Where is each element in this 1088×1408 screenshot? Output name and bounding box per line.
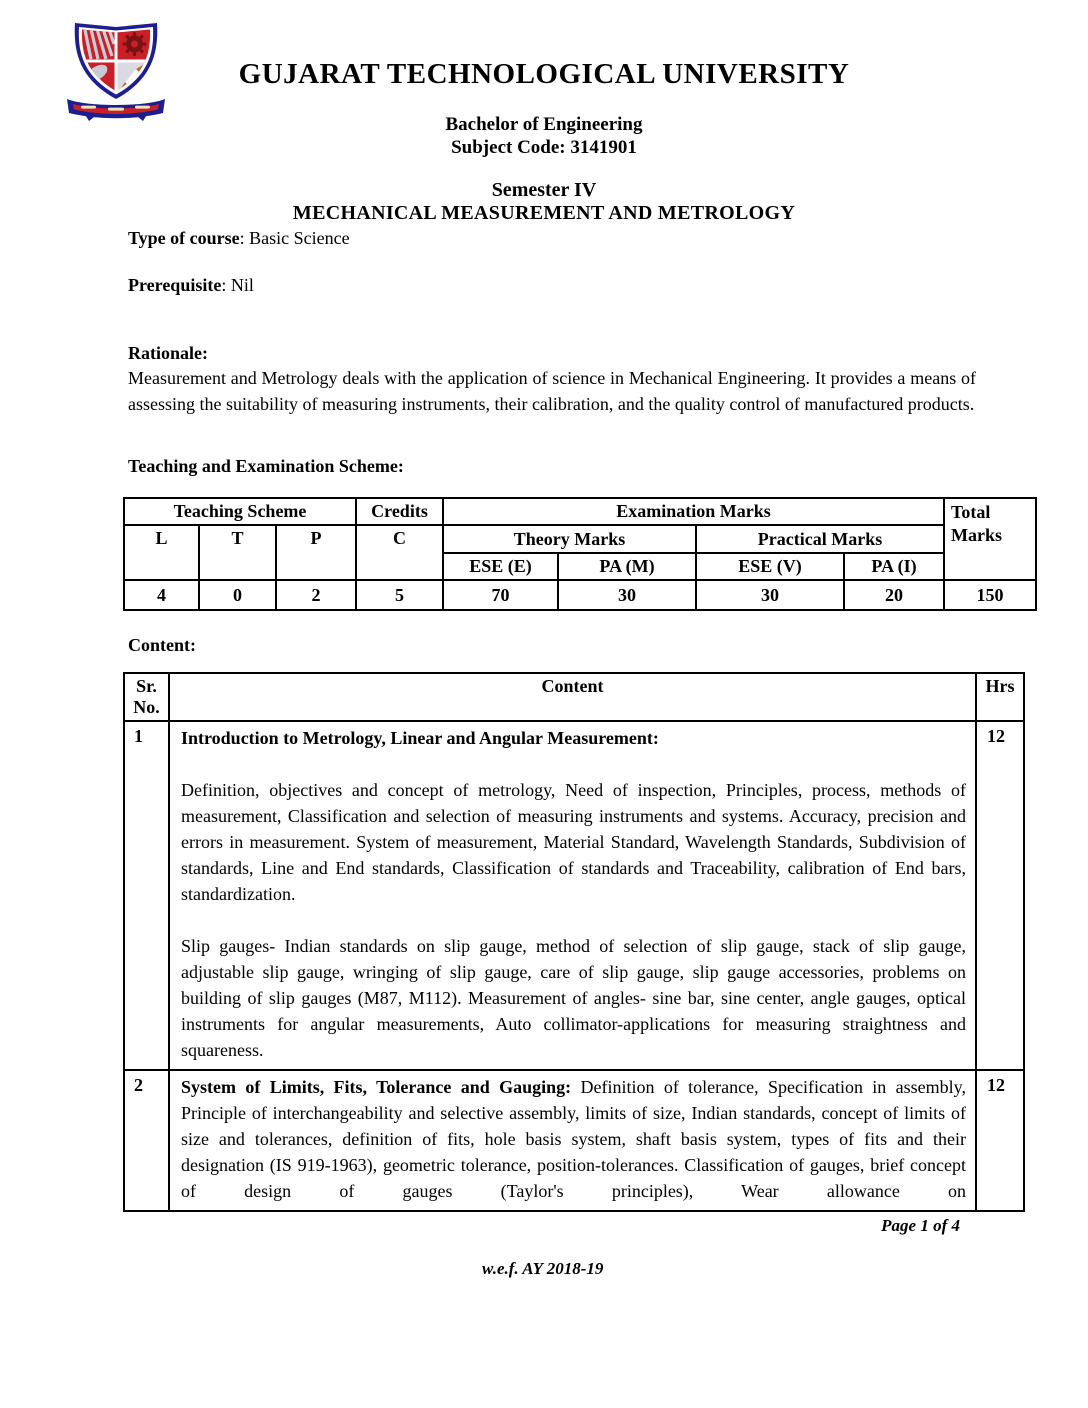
value-pa-m: 30 — [558, 580, 696, 610]
row1-paragraph1: Definition, objectives and concept of metrology, Need of inspection, Principles, process, methods of measurement, Classification and selection of measuring instruments and systems. Accuracy, precision and errors in measurement. System of measurement, Material Standard, Wavelength Standards, Subdivision of standards, Line and End standards, Classification of standards and Traceability, calibration of End bars, standardization. — [181, 780, 966, 904]
crest-gear-hub — [131, 41, 138, 48]
table-header-row — [124, 673, 1024, 721]
th-l: L — [124, 525, 199, 580]
teaching-scheme-heading: Teaching and Examination Scheme: — [128, 456, 404, 476]
subject-code: Subject Code: 3141901 — [451, 137, 637, 158]
value-pa-i: 20 — [844, 580, 944, 610]
th-c: C — [356, 525, 443, 580]
row1-title: Introduction to Metrology, Linear and Angular Measurement: — [181, 728, 659, 748]
content-table — [123, 672, 1025, 1212]
th-examination-marks: Examination Marks — [443, 498, 944, 525]
value-t: 0 — [199, 580, 276, 610]
th-sr-no — [124, 673, 169, 721]
table-row — [124, 498, 1036, 525]
th-credits: Credits — [356, 498, 443, 525]
type-of-course-value: : Basic Science — [239, 228, 350, 248]
th-ese-v: ESE (V) — [696, 553, 844, 580]
prerequisite-label: Prerequisite — [128, 275, 222, 295]
row1-content — [169, 721, 976, 1070]
rationale-text: Measurement and Metrology deals with the application of science in Mechanical Engineering. It provides a means of assessing the suitability of measuring instruments, their calibration, and the quality control of manufactured products. — [128, 368, 976, 414]
row2-sr: 2 — [124, 1070, 169, 1211]
th-pa-i: PA (I) — [844, 553, 944, 580]
prerequisite-value: : Nil — [221, 275, 254, 295]
row1-paragraph2: Slip gauges- Indian standards on slip gauge, method of selection of slip gauge, stack of slip gauge, adjustable slip gauge, wringing of slip gauge, care of slip gauge, slip gauge accessories, problems on building of slip gauges (M87, M112). Measurement of angles- sine bar, sine center, angle gauges, optical instruments for angular measurements, Auto collimator-applications for measuring straightness and squareness. — [181, 936, 966, 1060]
row2-hrs: 12 — [976, 1070, 1024, 1211]
th-t: T — [199, 525, 276, 580]
table-row — [124, 525, 1036, 553]
effective-date: w.e.f. AY 2018-19 — [482, 1259, 604, 1278]
type-of-course-label: Type of course — [128, 228, 240, 248]
row2-body: Definition of tolerance, Specification in assembly, Principle of interchangeability and selective assembly, limits of size, Indian standards, concept of limits of size and tolerances, definition of fits, hole basis system, shaft basis system, types of fits and their designation (IS 919-1963), geometric tolerance, position-tolerances. Classification of gauges, brief concept of design of gauges (Taylor's principles), Wear allowance on — [181, 1077, 966, 1201]
value-ese-e: 70 — [443, 580, 558, 610]
th-p: P — [276, 525, 356, 580]
th-theory-marks: Theory Marks — [443, 525, 696, 553]
value-l: 4 — [124, 580, 199, 610]
table-row — [124, 1070, 1024, 1211]
th-ese-e: ESE (E) — [443, 553, 558, 580]
th-pa-m: PA (M) — [558, 553, 696, 580]
th-total-marks: Total Marks — [944, 498, 1036, 580]
table-row — [124, 580, 1036, 610]
row2-content — [169, 1070, 976, 1211]
type-of-course-line — [128, 228, 350, 249]
row2-title: System of Limits, Fits, Tolerance and Gauging: — [181, 1077, 572, 1097]
page-number: Page 1 of 4 — [881, 1216, 960, 1235]
content-heading: Content: — [128, 635, 196, 655]
value-c: 5 — [356, 580, 443, 610]
value-ese-v: 30 — [696, 580, 844, 610]
row1-hrs: 12 — [976, 721, 1024, 1070]
th-content: Content — [169, 673, 976, 721]
teaching-scheme-table — [123, 497, 1037, 611]
th-sr-line2: No. — [133, 697, 160, 717]
semester-label: Semester IV — [491, 179, 597, 201]
row2-paragraph — [181, 1074, 966, 1204]
th-practical-marks: Practical Marks — [696, 525, 944, 553]
university-title: GUJARAT TECHNOLOGICAL UNIVERSITY — [238, 58, 850, 90]
rationale-heading: Rationale: — [128, 343, 208, 363]
table-row — [124, 721, 1024, 1070]
value-total: 150 — [944, 580, 1036, 610]
th-sr-line1: Sr. — [136, 676, 157, 696]
prerequisite-line — [128, 275, 254, 296]
program-name: Bachelor of Engineering — [445, 114, 643, 135]
th-hrs: Hrs — [976, 673, 1024, 721]
value-p: 2 — [276, 580, 356, 610]
row1-sr: 1 — [124, 721, 169, 1070]
th-teaching-scheme: Teaching Scheme — [124, 498, 356, 525]
course-title: MECHANICAL MEASUREMENT AND METROLOGY — [292, 202, 796, 224]
